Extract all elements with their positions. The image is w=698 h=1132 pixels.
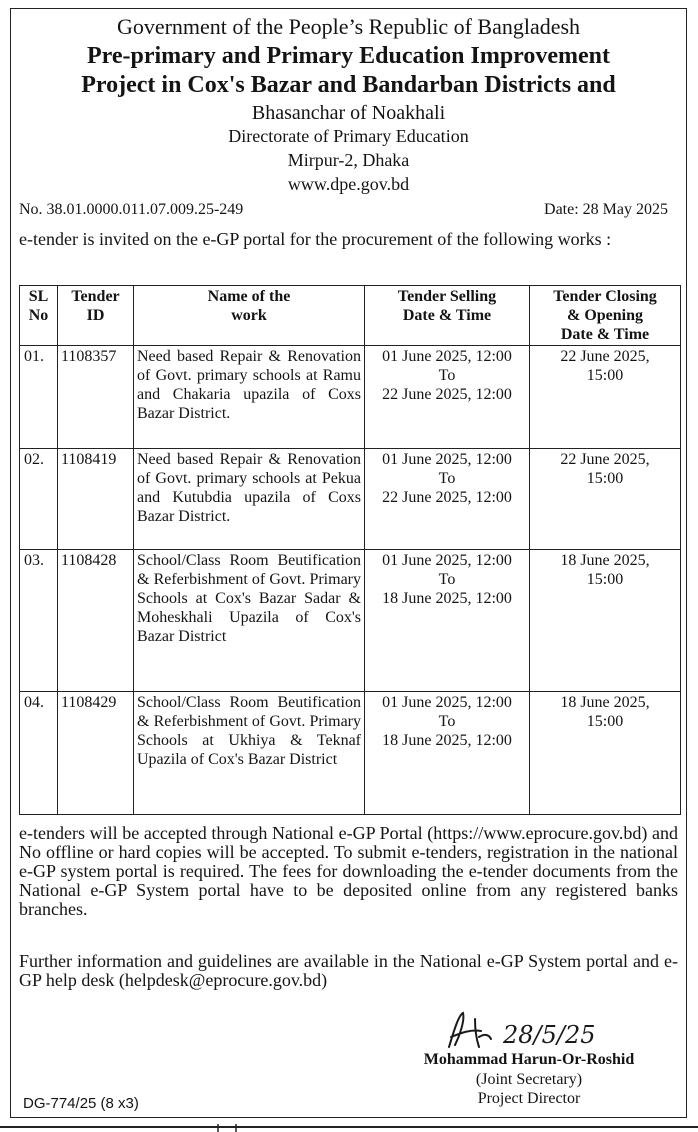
cell-work-name: School/Class Room Beutification & Referbishment of Govt. Primary Schools at Cox's Bazar Sadar & Moheskhali Upazila of Cox's Bazar District — [134, 550, 365, 692]
table-row — [20, 692, 681, 815]
header-closing-date — [530, 286, 681, 346]
project-title-line-1: Pre-primary and Primary Education Improvement — [86, 43, 611, 69]
cell-selling-date — [365, 692, 530, 815]
header-sl-no — [20, 286, 58, 346]
header-text: No — [28, 307, 49, 324]
project-title-line-3: Bhasanchar of Noakhali — [251, 102, 446, 124]
header-text: Date & Time — [560, 326, 650, 343]
notice-date: Date: 28 May 2025 — [544, 201, 668, 218]
selling-from: 01 June 2025, 12:00 — [382, 451, 512, 468]
header-tender-id — [58, 286, 134, 346]
cell-work-name: School/Class Room Beutification & Referbishment of Govt. Primary Schools at Ukhiya & Teknaf Upazila of Cox's Bazar District — [134, 692, 365, 815]
table-row — [20, 346, 681, 449]
selling-to: 18 June 2025, 12:00 — [382, 732, 512, 749]
handwritten-date: 28/5/25 — [503, 1021, 596, 1049]
footer-code: DG-774/25 (8 x3) — [23, 1095, 139, 1112]
cell-tender-id: 1108428 — [58, 550, 134, 692]
header-text: Name of the — [207, 288, 291, 305]
directorate-name: Directorate of Primary Education — [228, 126, 469, 146]
header-text: Date & Time — [402, 307, 492, 324]
signatory-role: Project Director — [477, 1090, 581, 1107]
cell-tender-id: 1108357 — [58, 346, 134, 449]
cell-work-name: Need based Repair & Renovation of Govt. primary schools at Ramu and Chakaria upazila of Coxs Bazar District. — [134, 346, 365, 449]
directorate-address: Mirpur-2, Dhaka — [287, 150, 410, 170]
header-text: ID — [86, 307, 105, 324]
government-title: Government of the People’s Republic of Bangladesh — [116, 14, 581, 39]
cell-closing-date — [530, 449, 681, 550]
closing-date: 18 June 2025, — [560, 694, 650, 711]
closing-time: 15:00 — [586, 713, 624, 730]
cell-selling-date — [365, 550, 530, 692]
tender-table — [19, 285, 681, 815]
reference-number: No. 38.01.0000.011.07.009.25-249 — [19, 201, 244, 218]
header-text: work — [231, 307, 267, 324]
header-selling-date — [365, 286, 530, 346]
closing-time: 15:00 — [586, 367, 624, 384]
directorate-website: www.dpe.gov.bd — [287, 174, 410, 194]
signatory-name: Mohammad Harun-Or-Roshid — [423, 1051, 635, 1068]
project-title — [11, 42, 686, 100]
header-text: Tender Closing — [553, 288, 657, 305]
helpdesk-paragraph: Further information and guidelines are available in the National e-GP System portal and e-GP help desk (helpdesk@eprocure.gov.bd) — [19, 951, 678, 990]
closing-date: 18 June 2025, — [560, 552, 650, 569]
table-row — [20, 449, 681, 550]
closing-date: 22 June 2025, — [560, 348, 650, 365]
project-title-line-2: Project in Cox's Bazar and Bandarban Districts and — [81, 72, 616, 98]
cell-work-name: Need based Repair & Renovation of Govt. primary schools at Pekua and Kutubdia upazila of Coxs Bazar District. — [134, 449, 365, 550]
cell-closing-date — [530, 550, 681, 692]
header-text: Tender — [71, 288, 120, 305]
cell-closing-date — [530, 346, 681, 449]
selling-from: 01 June 2025, 12:00 — [382, 348, 512, 365]
reference-row — [19, 201, 678, 219]
cell-selling-date — [365, 449, 530, 550]
bottom-border-strip — [0, 1122, 698, 1132]
selling-to-word: To — [438, 571, 456, 588]
selling-to: 22 June 2025, 12:00 — [382, 489, 512, 506]
selling-from: 01 June 2025, 12:00 — [382, 694, 512, 711]
selling-to: 22 June 2025, 12:00 — [382, 386, 512, 403]
closing-time: 15:00 — [586, 470, 624, 487]
cell-sl-no: 01. — [20, 346, 58, 449]
table-row — [20, 550, 681, 692]
selling-to: 18 June 2025, 12:00 — [382, 590, 512, 607]
cell-sl-no: 04. — [20, 692, 58, 815]
closing-date: 22 June 2025, — [560, 451, 650, 468]
header-text: & Opening — [566, 307, 643, 324]
selling-to-word: To — [438, 713, 456, 730]
cell-sl-no: 03. — [20, 550, 58, 692]
selling-to-word: To — [438, 470, 456, 487]
intro-text: e-tender is invited on the e-GP portal for the procurement of the following works : — [19, 229, 612, 249]
selling-to-word: To — [438, 367, 456, 384]
cell-tender-id: 1108419 — [58, 449, 134, 550]
submission-paragraph: e-tenders will be accepted through National e-GP Portal (https://www.eprocure.gov.bd) and No offline or hard copies will be accepted. To submit e-tenders, registration in the national e-GP system portal is required. The fees for downloading the e-tender documents from the National e-GP System portal have to be deposited online from any registered banks branches. — [19, 823, 678, 919]
cell-sl-no: 02. — [20, 449, 58, 550]
signatory-designation: (Joint Secretary) — [475, 1071, 583, 1088]
selling-from: 01 June 2025, 12:00 — [382, 552, 512, 569]
cell-closing-date — [530, 692, 681, 815]
tender-notice — [10, 8, 687, 1118]
closing-time: 15:00 — [586, 571, 624, 588]
header-text: Tender Selling — [397, 288, 497, 305]
cell-tender-id: 1108429 — [58, 692, 134, 815]
cell-selling-date — [365, 346, 530, 449]
header-work-name — [134, 286, 365, 346]
header-text: SL — [28, 288, 49, 305]
handwritten-signature — [441, 1007, 631, 1055]
table-header-row — [20, 286, 681, 346]
